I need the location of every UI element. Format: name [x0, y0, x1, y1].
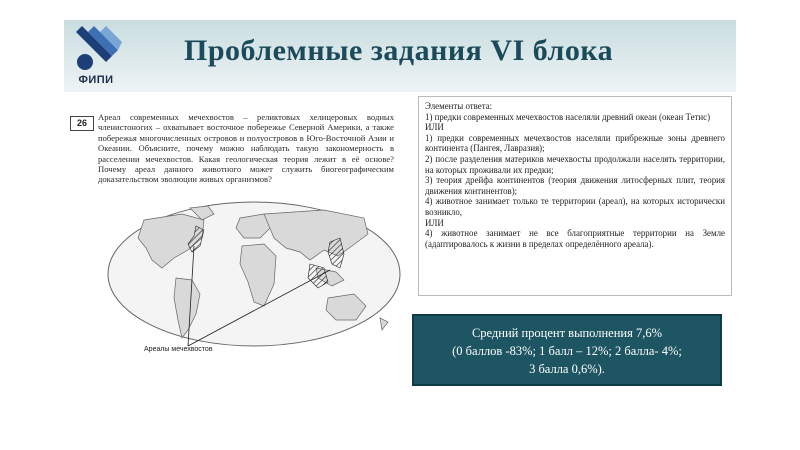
completion-stats-box: [412, 314, 722, 386]
logo-text: ФИПИ: [78, 74, 114, 86]
stats-line-2: (0 баллов -83%; 1 балл – 12%; 2 балла- 4%;: [452, 344, 682, 358]
fipi-logo: [68, 24, 124, 90]
answer-line: 2) после разделения материков мечехвосты продолжали населять территории, на которых проживали их предки;: [425, 153, 725, 175]
task-text: Ареал современных мечехвостов – реликтовых хелицеровых водных членистоногих – охватывает восточное побережье Северной Америки, а также побережья многочисленных островов и полуостровов в Юго-Восточной Азии и Океании. Объясните, почему можно наблюдать такую закономерность в расселении мечехвостов. Какая геологическая теория лежит в её основе? Почему ареал данного животного может служить биогеографическим доказательством эволюции живых организмов?: [98, 112, 394, 185]
slide: [64, 20, 736, 412]
answer-line: 4) животное занимает только те территории (ареал), на которых исторически возникло,: [425, 196, 725, 217]
stats-line-3: 3 балла 0,6%).: [529, 362, 605, 376]
stats-line-1: Средний процент выполнения 7,6%: [471, 326, 663, 340]
answer-elements-box: [418, 96, 732, 296]
answer-line: 4) животное занимает не все благоприятные территории на Земле (адаптировалось к жизни в пределах определённого ареала).: [425, 228, 725, 249]
logo-mark-icon: [68, 24, 124, 74]
task-number: 26: [70, 116, 94, 131]
map-label: Ареалы мечехвостов: [144, 346, 213, 353]
answer-line: 1) предки современных мечехвостов населяли прибрежные зоны древнего континента (Пангея, Лавразия);: [425, 132, 725, 154]
answer-line: 1) предки современных мечехвостов населяли древний океан (океан Тетис): [425, 111, 711, 122]
answer-line: Элементы ответа:: [425, 101, 493, 111]
answer-line: ИЛИ: [425, 122, 444, 133]
page-title: Проблемные задания VI блока: [184, 34, 614, 67]
answer-line: ИЛИ: [425, 217, 444, 228]
answer-line: 3) теория дрейфа континентов (теория движения литосферных плит, теория движения континентов);: [425, 175, 725, 196]
